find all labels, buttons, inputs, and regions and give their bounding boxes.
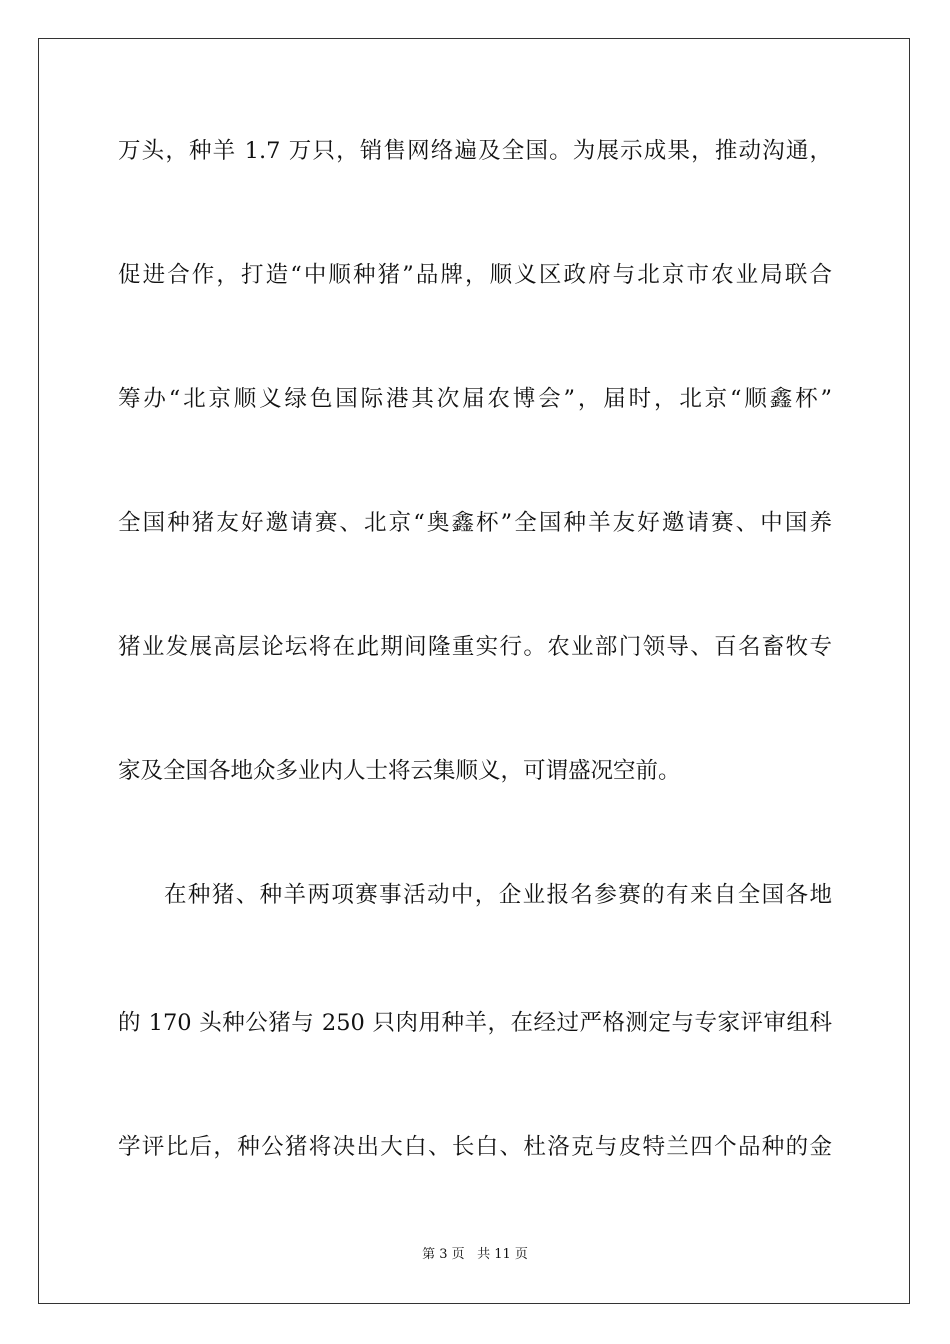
paragraph-line-2: 促进合作，打造“中顺种猪”品牌，顺义区政府与北京市农业局联合 [118, 262, 832, 288]
paragraph-line-3: 筹办“北京顺义绿色国际港其次届农博会”，届时，北京“顺鑫杯” [118, 386, 832, 412]
paragraph-line-5: 猪业发展高层论坛将在此期间隆重实行。农业部门领导、百名畜牧专 [118, 634, 832, 660]
page-total: 共 11 页 [477, 1247, 528, 1262]
paragraph-line-9: 学评比后，种公猪将决出大白、长白、杜洛克与皮特兰四个品种的金 [118, 1134, 832, 1160]
page-footer [0, 1246, 950, 1264]
paragraph-line-7: 在种猪、种羊两项赛事活动中，企业报名参赛的有来自全国各地 [164, 882, 832, 908]
page-border [38, 38, 910, 1304]
page-number: 第 3 页 [422, 1247, 465, 1262]
paragraph-line-8: 的 170 头种公猪与 250 只肉用种羊，在经过严格测定与专家评审组科 [118, 1010, 832, 1036]
paragraph-line-4: 全国种猪友好邀请赛、北京“奥鑫杯”全国种羊友好邀请赛、中国养 [118, 510, 832, 536]
paragraph-line-6: 家及全国各地众多业内人士将云集顺义，可谓盛况空前。 [118, 758, 681, 784]
paragraph-line-1: 万头，种羊 1.7 万只，销售网络遍及全国。为展示成果，推动沟通， [118, 138, 832, 164]
